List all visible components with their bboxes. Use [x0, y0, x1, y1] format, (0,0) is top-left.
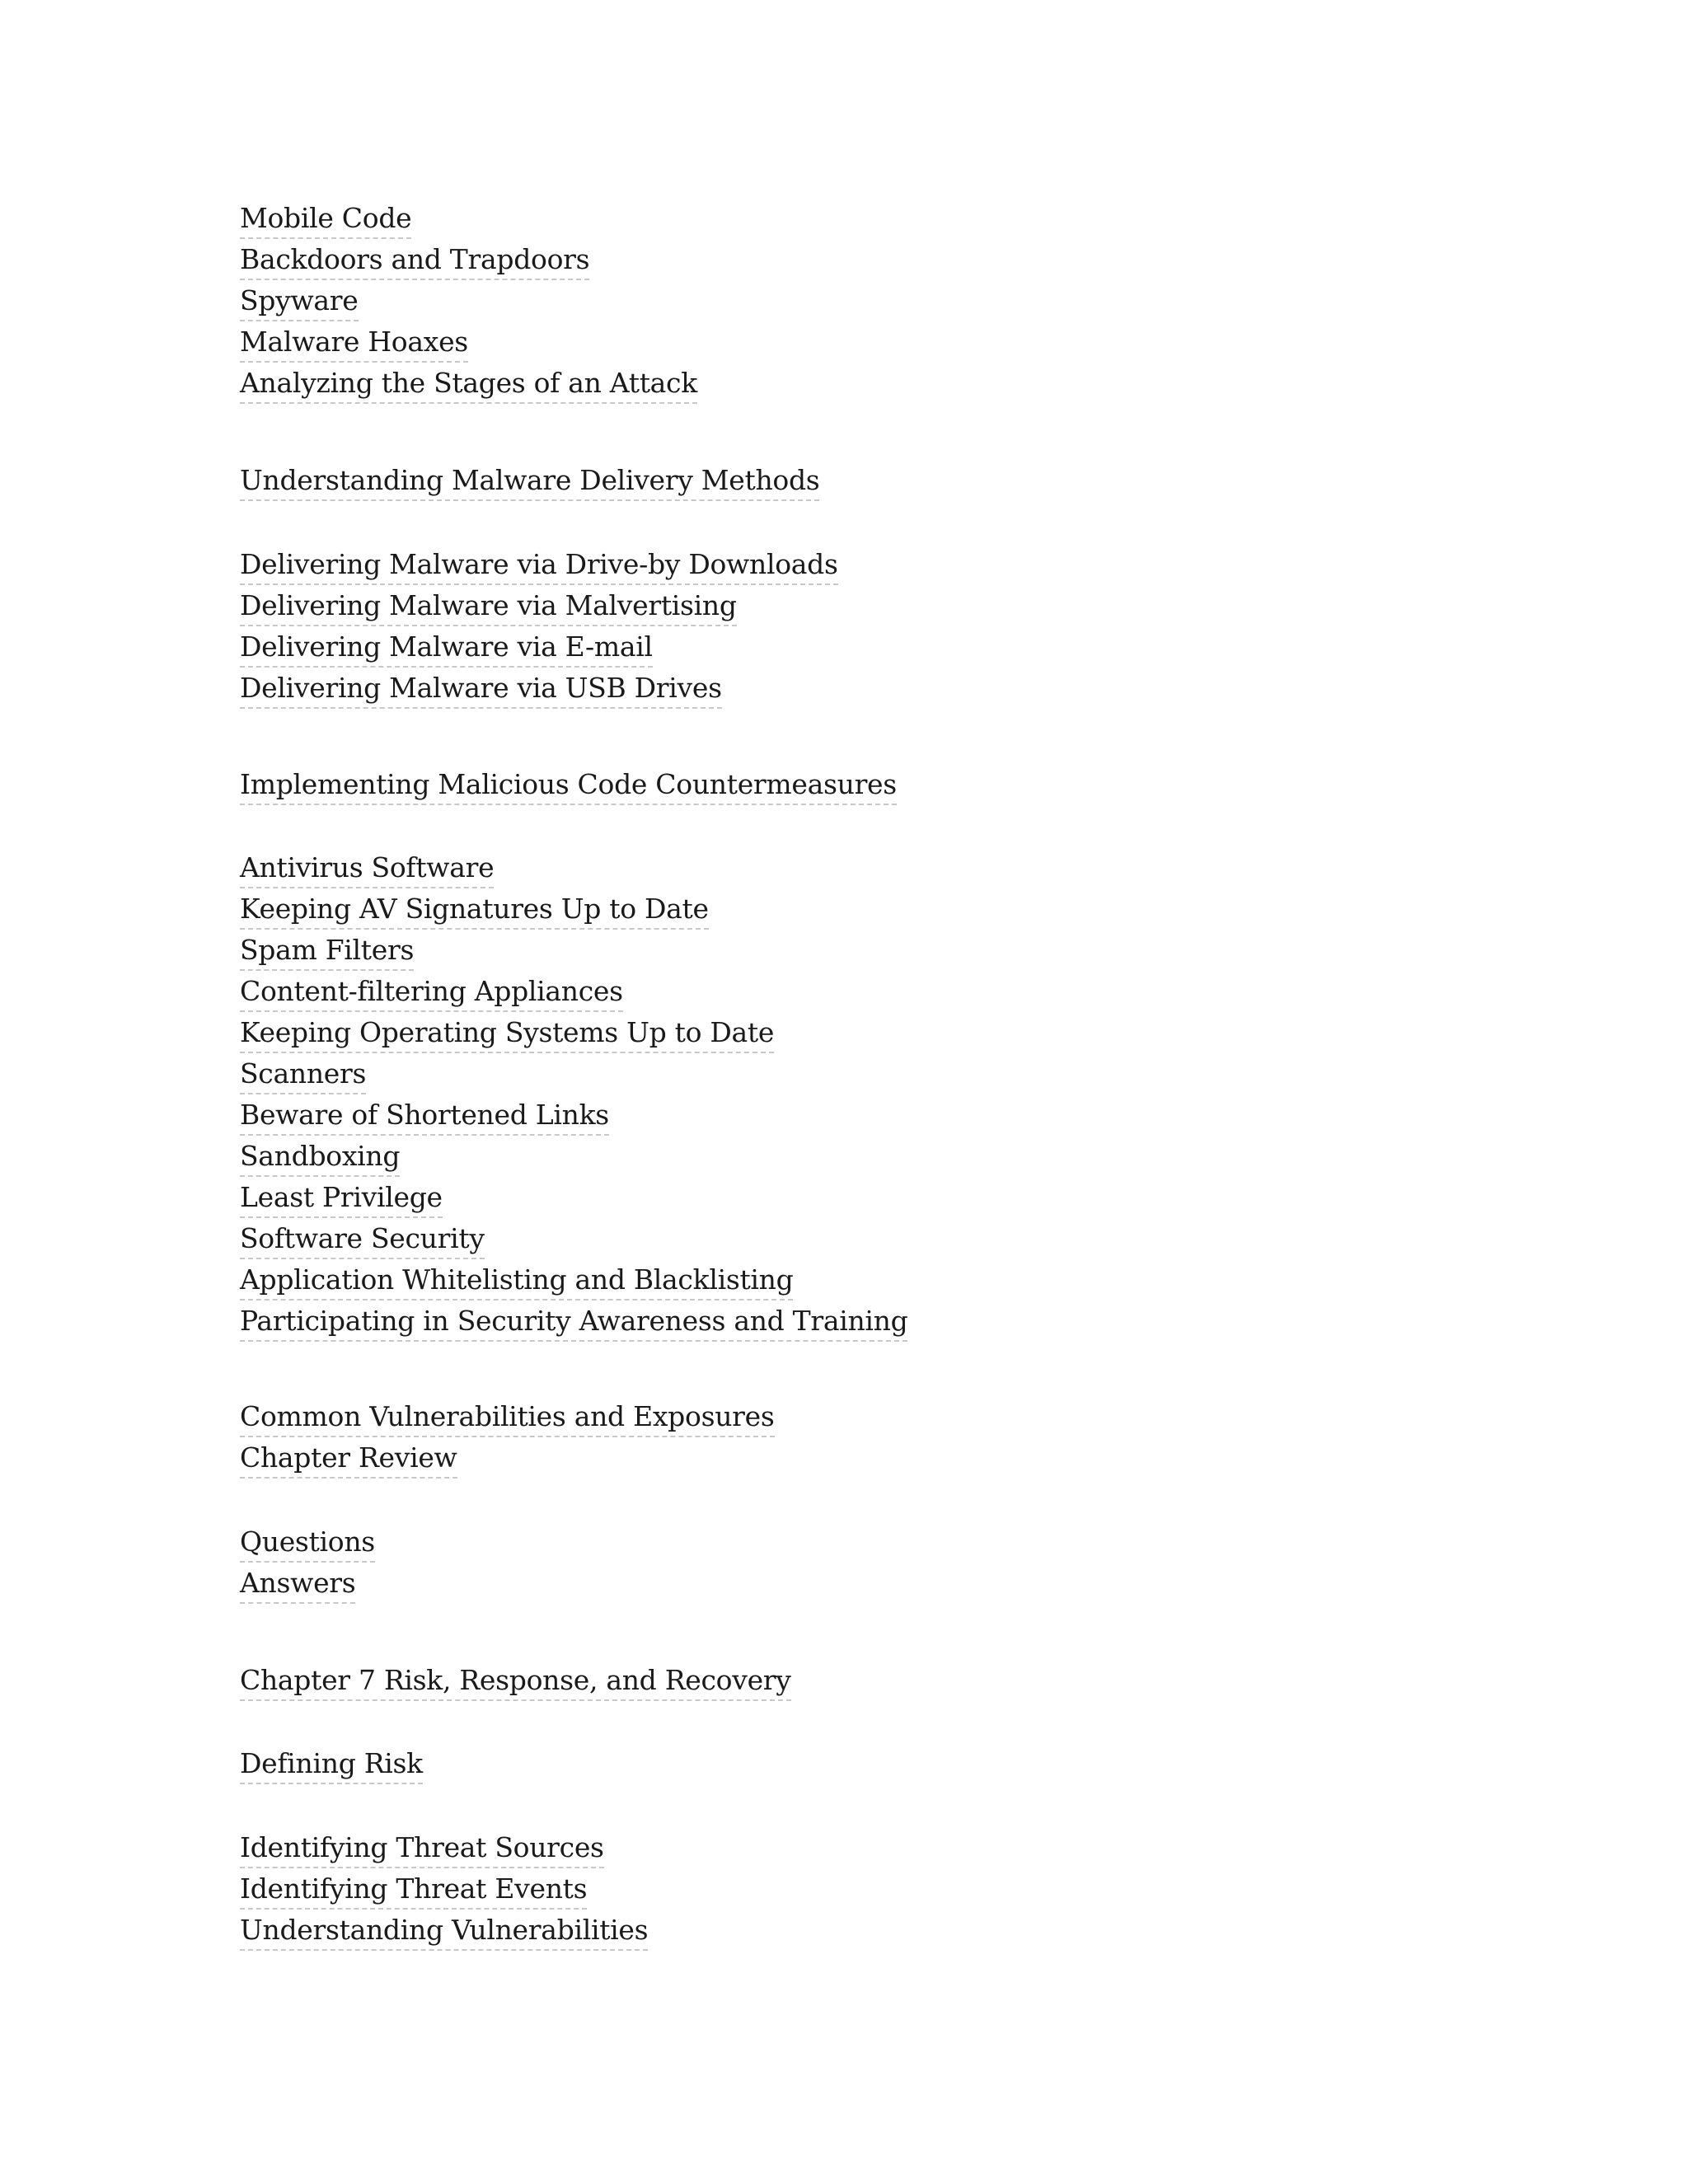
toc-link-application-whitelisting[interactable]: Application Whitelisting and Blacklisting: [240, 1259, 793, 1301]
toc-group-delivery-methods: [0, 544, 1071, 709]
toc-link-malvertising[interactable]: Delivering Malware via Malvertising: [240, 585, 737, 626]
toc-entry: [0, 544, 1071, 585]
toc-entry: [0, 1218, 1071, 1259]
toc-entry: [0, 239, 1071, 280]
toc-link-security-awareness-training[interactable]: Participating in Security Awareness and Training: [240, 1301, 907, 1342]
toc-link-antivirus-software[interactable]: Antivirus Software: [240, 847, 494, 888]
toc-group-sections-4-5: [0, 1396, 1071, 1479]
toc-entry: [0, 280, 1071, 321]
toc-link-content-filtering-appliances[interactable]: Content-filtering Appliances: [240, 971, 623, 1012]
toc-group-defining-risk: [0, 1827, 1071, 1951]
toc-entry: [0, 363, 1071, 404]
toc-link-drive-by-downloads[interactable]: Delivering Malware via Drive-by Downloads: [240, 544, 838, 585]
toc-entry: [0, 1012, 1071, 1053]
toc-group-chapter-7: [0, 1660, 1071, 1701]
toc-entry: [0, 1521, 1071, 1563]
toc-link-spam-filters[interactable]: Spam Filters: [240, 930, 414, 971]
toc-group-section-3: [0, 764, 1071, 805]
toc-entry: [0, 668, 1071, 709]
toc-link-common-vulnerabilities-exposures[interactable]: Common Vulnerabilities and Exposures: [240, 1396, 775, 1437]
toc-entry: [0, 585, 1071, 626]
toc-entry: [0, 930, 1071, 971]
toc-link-via-email[interactable]: Delivering Malware via E-mail: [240, 626, 653, 668]
toc-link-analyzing-stages-of-attack[interactable]: Analyzing the Stages of an Attack: [240, 363, 697, 404]
toc-link-mobile-code[interactable]: Mobile Code: [240, 198, 411, 239]
toc-link-sandboxing[interactable]: Sandboxing: [240, 1136, 400, 1177]
toc-entry: [0, 1094, 1071, 1136]
toc-entry: [0, 1259, 1071, 1301]
toc-link-questions[interactable]: Questions: [240, 1521, 375, 1563]
toc-link-threat-sources[interactable]: Identifying Threat Sources: [240, 1827, 604, 1868]
toc-entry: [0, 1743, 1071, 1784]
toc-link-malicious-code-countermeasures[interactable]: Implementing Malicious Code Countermeasures: [240, 764, 897, 805]
toc-link-scanners[interactable]: Scanners: [240, 1053, 366, 1094]
toc-entry: [0, 1301, 1071, 1342]
toc-entry: [0, 971, 1071, 1012]
toc-entry: [0, 1868, 1071, 1910]
toc-link-spyware[interactable]: Spyware: [240, 280, 359, 321]
toc-entry: [0, 1396, 1071, 1437]
toc-link-shortened-links[interactable]: Beware of Shortened Links: [240, 1094, 609, 1136]
toc-entry: [0, 1053, 1071, 1094]
toc-link-malware-delivery-methods[interactable]: Understanding Malware Delivery Methods: [240, 460, 819, 501]
toc-group-countermeasures: [0, 847, 1071, 1342]
toc-link-answers[interactable]: Answers: [240, 1563, 355, 1604]
toc-link-defining-risk[interactable]: Defining Risk: [240, 1743, 423, 1784]
toc-link-malware-hoaxes[interactable]: Malware Hoaxes: [240, 321, 468, 363]
toc-entry: [0, 1827, 1071, 1868]
toc-entry: [0, 888, 1071, 930]
toc-link-backdoors-and-trapdoors[interactable]: Backdoors and Trapdoors: [240, 239, 589, 280]
toc-entry: [0, 1136, 1071, 1177]
toc-entry: [0, 626, 1071, 668]
toc-group-section-2: [0, 460, 1071, 501]
toc-entry: [0, 1660, 1071, 1701]
toc-entry: [0, 198, 1071, 239]
toc-link-operating-systems-up-to-date[interactable]: Keeping Operating Systems Up to Date: [240, 1012, 774, 1053]
toc-entry: [0, 321, 1071, 363]
toc-group-chapter-7-sections: [0, 1743, 1071, 1784]
toc-link-av-signatures[interactable]: Keeping AV Signatures Up to Date: [240, 888, 709, 930]
toc-entry: [0, 1437, 1071, 1479]
toc-entry: [0, 847, 1071, 888]
toc-group-chapter-review: [0, 1521, 1071, 1604]
toc-link-least-privilege[interactable]: Least Privilege: [240, 1177, 443, 1218]
toc-link-chapter-review[interactable]: Chapter Review: [240, 1437, 457, 1479]
toc-entry: [0, 1177, 1071, 1218]
toc-link-chapter-7-risk-response-recovery[interactable]: Chapter 7 Risk, Response, and Recovery: [240, 1660, 791, 1701]
toc-link-understanding-vulnerabilities[interactable]: Understanding Vulnerabilities: [240, 1910, 648, 1951]
toc-link-software-security[interactable]: Software Security: [240, 1218, 485, 1259]
toc-entry: [0, 460, 1071, 501]
toc-entry: [0, 1910, 1071, 1951]
toc-link-via-usb-drives[interactable]: Delivering Malware via USB Drives: [240, 668, 722, 709]
toc-link-threat-events[interactable]: Identifying Threat Events: [240, 1868, 587, 1910]
toc-entry: [0, 764, 1071, 805]
toc-group-malware-types: [0, 198, 1071, 404]
toc-entry: [0, 1563, 1071, 1604]
